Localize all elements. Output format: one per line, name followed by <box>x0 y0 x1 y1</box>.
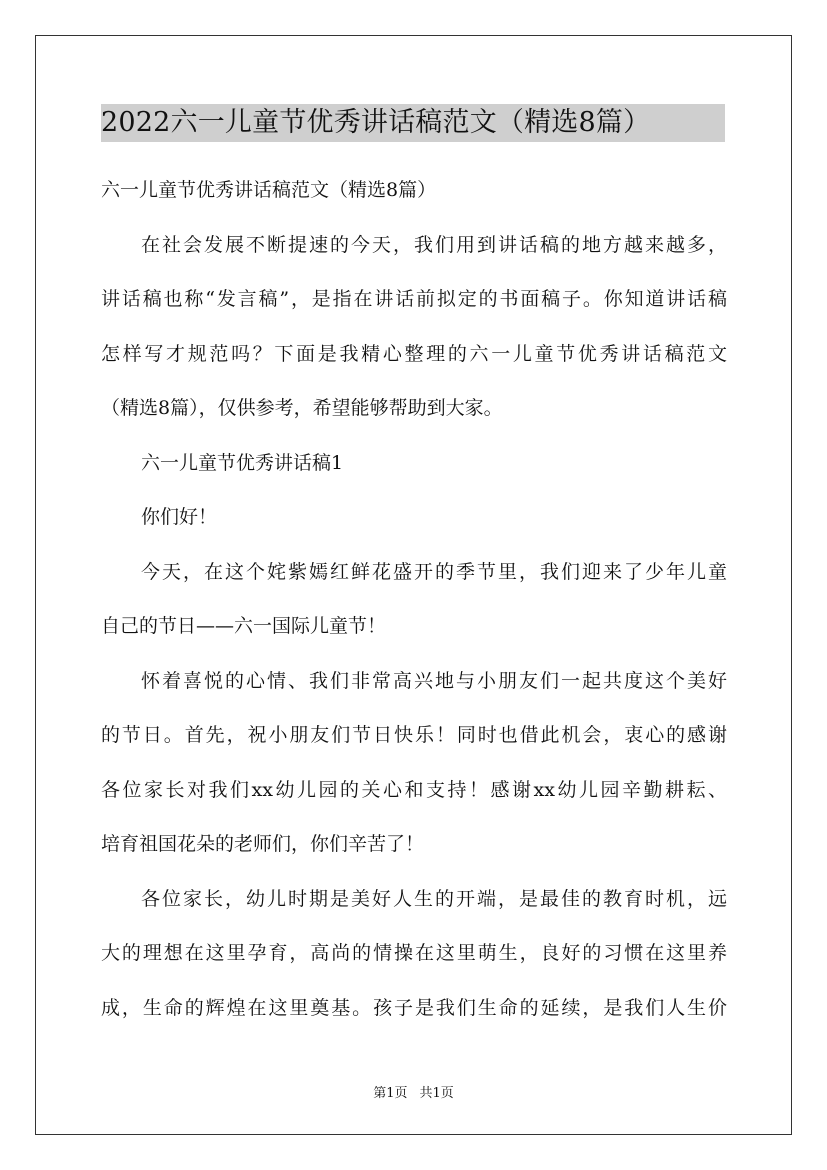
page-total: 共1页 <box>419 1086 454 1101</box>
paragraph-line: 今天，在这个姹紫嫣红鲜花盛开的季节里，我们迎来了少年儿童 <box>141 560 727 583</box>
paragraph-line: 怀着喜悦的心情、我们非常高兴地与小朋友们一起共度这个美好 <box>141 669 727 692</box>
title-highlight <box>101 104 725 142</box>
paragraph-line: 各位家长，幼儿时期是美好人生的开端，是最佳的教育时机，远 <box>141 887 727 910</box>
paragraph-line: 各位家长对我们xx幼儿园的关心和支持！感谢xx幼儿园辛勤耕耘、 <box>101 778 727 801</box>
paragraph-line: 培育祖国花朵的老师们，你们辛苦了！ <box>101 833 425 855</box>
greeting-line: 你们好！ <box>141 506 218 528</box>
paragraph-line: 大的理想在这里孕育，高尚的情操在这里萌生，良好的习惯在这里养 <box>101 942 727 964</box>
document-body <box>101 163 727 1035</box>
paragraph-line: 成，生命的辉煌在这里奠基。孩子是我们生命的延续，是我们人生价 <box>101 996 727 1019</box>
paragraph-line: 自己的节日——六一国际儿童节！ <box>101 615 387 637</box>
paragraph-line: 讲话稿也称“发言稿”，是指在讲话前拟定的书面稿子。你知道讲话稿 <box>101 288 727 310</box>
section-heading: 六一儿童节优秀讲话稿1 <box>141 451 344 474</box>
subtitle-line: 六一儿童节优秀讲话稿范文（精选8篇） <box>101 179 437 201</box>
paragraph-line: 在社会发展不断提速的今天，我们用到讲话稿的地方越来越多， <box>141 233 727 256</box>
paragraph-line: （精选8篇），仅供参考，希望能够帮助到大家。 <box>101 397 503 419</box>
page-number: 第1页 <box>373 1086 408 1101</box>
document-title: 2022六一儿童节优秀讲话稿范文（精选8篇） <box>101 107 651 138</box>
paragraph-line: 怎样写才规范吗？下面是我精心整理的六一儿童节优秀讲话稿范文 <box>101 342 727 365</box>
page-footer <box>0 1082 827 1101</box>
paragraph-line: 的节日。首先，祝小朋友们节日快乐！同时也借此机会，衷心的感谢 <box>101 724 727 746</box>
